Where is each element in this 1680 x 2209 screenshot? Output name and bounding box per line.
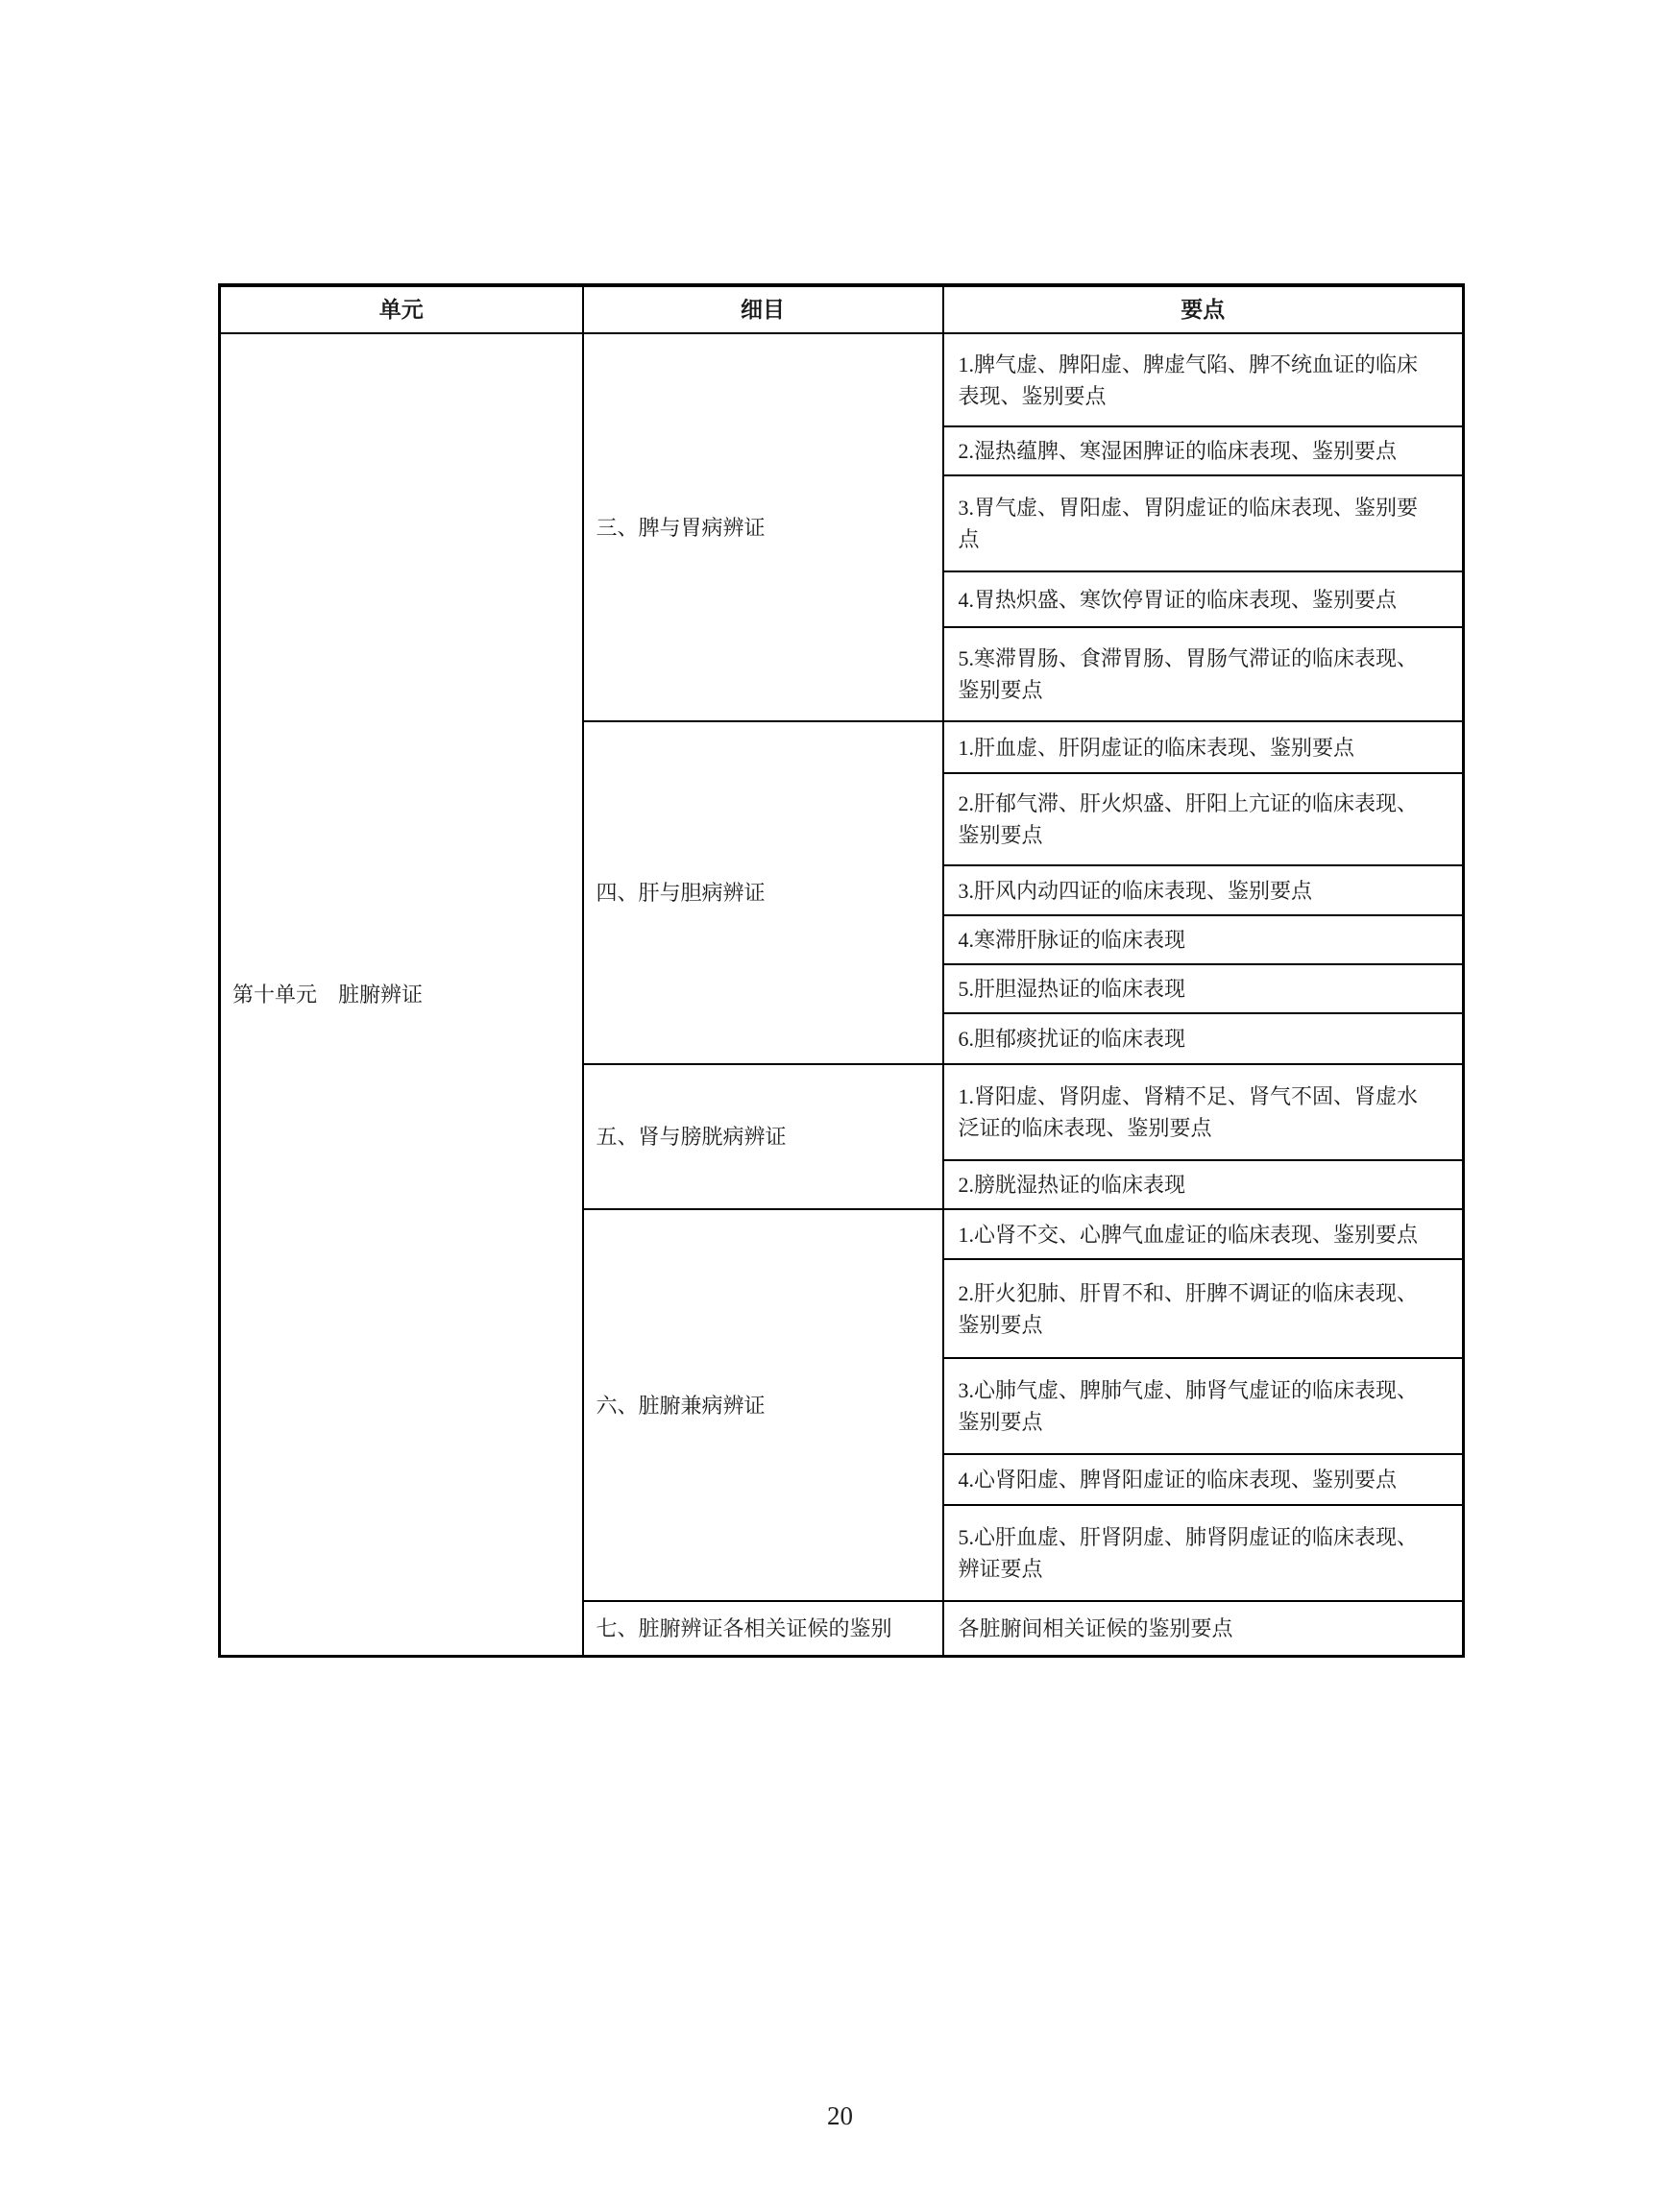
table-row [220, 333, 1464, 426]
subitem-cell-6: 六、脏腑兼病辨证 [583, 1209, 943, 1601]
point-cell: 5.心肝血虚、肝肾阴虚、肺肾阴虚证的临床表现、辨证要点 [943, 1505, 1464, 1601]
header-points: 要点 [943, 285, 1464, 333]
point-cell: 各脏腑间相关证候的鉴别要点 [943, 1601, 1464, 1656]
point-cell: 1.肝血虚、肝阴虚证的临床表现、鉴别要点 [943, 721, 1464, 773]
subitem-cell-5: 五、肾与膀胱病辨证 [583, 1064, 943, 1209]
point-cell: 5.寒滞胃肠、食滞胃肠、胃肠气滞证的临床表现、鉴别要点 [943, 627, 1464, 721]
syllabus-table [218, 283, 1465, 1658]
point-cell: 2.肝郁气滞、肝火炽盛、肝阳上亢证的临床表现、鉴别要点 [943, 773, 1464, 865]
point-cell: 1.脾气虚、脾阳虚、脾虚气陷、脾不统血证的临床表现、鉴别要点 [943, 333, 1464, 426]
page-number: 20 [827, 2101, 853, 2130]
point-cell: 6.胆郁痰扰证的临床表现 [943, 1013, 1464, 1064]
point-cell: 3.心肺气虚、脾肺气虚、肺肾气虚证的临床表现、鉴别要点 [943, 1358, 1464, 1454]
point-cell: 1.肾阳虚、肾阴虚、肾精不足、肾气不固、肾虚水泛证的临床表现、鉴别要点 [943, 1064, 1464, 1160]
point-cell: 2.肝火犯肺、肝胃不和、肝脾不调证的临床表现、鉴别要点 [943, 1259, 1464, 1358]
subitem-cell-7: 七、脏腑辨证各相关证候的鉴别 [583, 1601, 943, 1656]
subitem-cell-3: 三、脾与胃病辨证 [583, 333, 943, 721]
subitem-cell-4: 四、肝与胆病辨证 [583, 721, 943, 1064]
point-cell: 3.胃气虚、胃阳虚、胃阴虚证的临床表现、鉴别要点 [943, 475, 1464, 571]
point-cell: 2.湿热蕴脾、寒湿困脾证的临床表现、鉴别要点 [943, 426, 1464, 475]
point-cell: 5.肝胆湿热证的临床表现 [943, 964, 1464, 1013]
point-cell: 1.心肾不交、心脾气血虚证的临床表现、鉴别要点 [943, 1209, 1464, 1259]
point-cell: 2.膀胱湿热证的临床表现 [943, 1160, 1464, 1209]
unit-cell: 第十单元 脏腑辨证 [220, 333, 583, 1656]
header-unit: 单元 [220, 285, 583, 333]
header-subitem: 细目 [583, 285, 943, 333]
point-cell: 4.心肾阳虚、脾肾阳虚证的临床表现、鉴别要点 [943, 1454, 1464, 1505]
header-row [220, 285, 1464, 333]
point-cell: 4.寒滞肝脉证的临床表现 [943, 915, 1464, 964]
point-cell: 3.肝风内动四证的临床表现、鉴别要点 [943, 865, 1464, 915]
point-cell: 4.胃热炽盛、寒饮停胃证的临床表现、鉴别要点 [943, 571, 1464, 627]
